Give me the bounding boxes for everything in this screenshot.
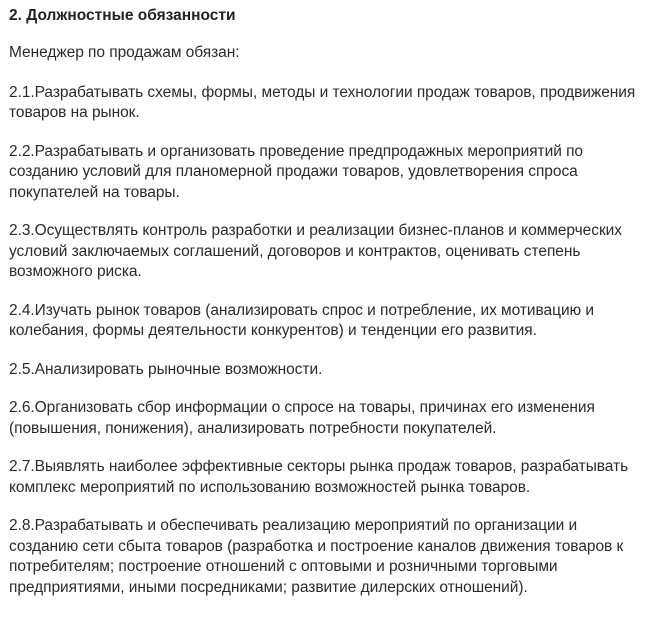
duty-item-2-5: 2.5.Анализировать рыночные возможности. [9,360,323,378]
duty-item-2-7: 2.7.Выявлять наиболее эффективные секторы рынка продаж товаров, разрабатывать комплекс мероприятий по использованию возможностей рынка товаров. [9,458,629,496]
intro-paragraph: Менеджер по продажам обязан: [9,44,240,61]
duty-item-2-2: 2.2.Разрабатывать и организовать проведение предпродажных мероприятий по созданию условий для планомерной продажи товаров, удовлетворения спроса покупателей на товары. [9,142,583,201]
duty-item-2-8: 2.8.Разрабатывать и обеспечивать реализацию мероприятий по организации и созданию сети сбыта товаров (разработка и построение каналов движения товаров к потребителям; построение отношений с оптовыми и розничными торговыми предприятиями, иными посредниками; развитие дилерских отношений). [9,517,624,596]
duty-item-2-6: 2.6.Организовать сбор информации о спросе на товары, причинах его изменения (повышения, понижения), анализировать потребности покупателей. [9,399,595,437]
duty-item-2-4: 2.4.Изучать рынок товаров (анализировать спрос и потребление, их мотивацию и колебания, формы деятельности конкурентов) и тенденции его развития. [9,301,594,339]
section-heading: 2. Должностные обязанности [9,7,236,24]
duty-item-2-3: 2.3.Осуществлять контроль разработки и реализации бизнес-планов и коммерческих условий заключаемых соглашений, договоров и контрактов, оценивать степень возможного риска. [9,222,622,280]
duty-item-2-1: 2.1.Разрабатывать схемы, формы, методы и технологии продаж товаров, продвижения товаров на рынок. [9,83,636,121]
